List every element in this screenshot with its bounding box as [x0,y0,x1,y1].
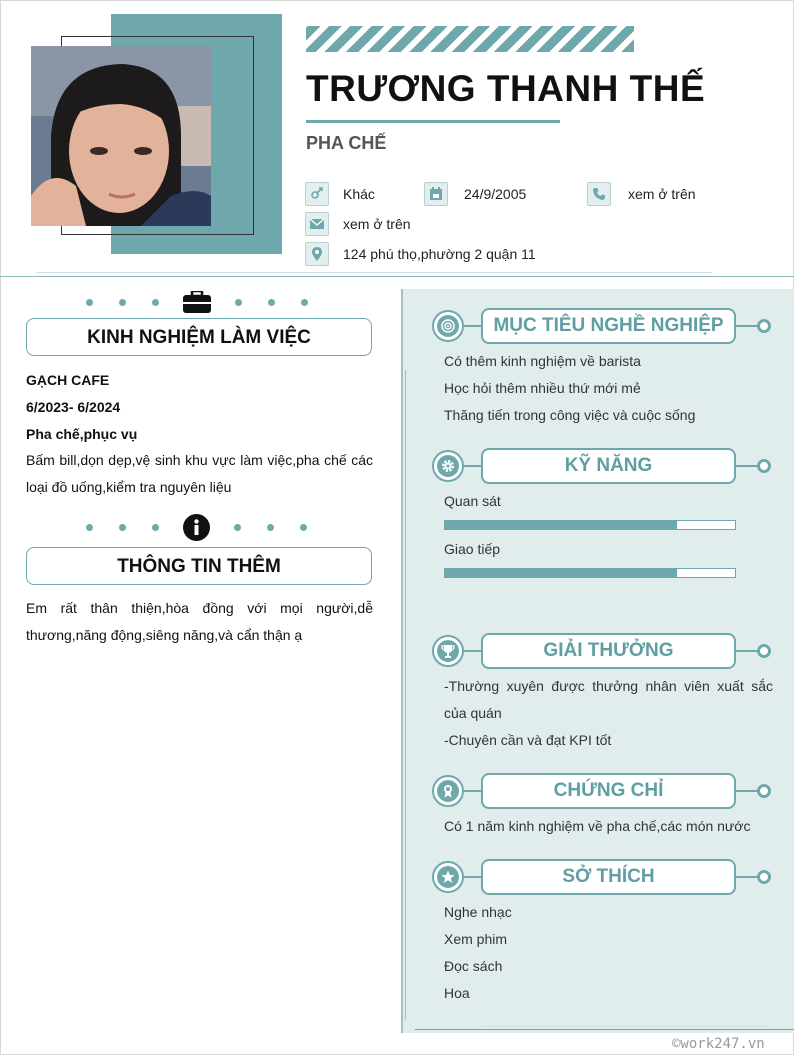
decorative-stripes [306,26,634,52]
work-period: 6/2023- 6/2024 [26,399,121,415]
location-icon [305,242,329,266]
connector [736,790,758,792]
connector [464,325,482,327]
hobby-item: Đọc sách [444,958,503,974]
header-divider [0,276,794,277]
section-dots [86,514,307,541]
right-panel-border [401,289,403,1033]
skill-bar [444,520,736,530]
gender-icon [305,182,329,206]
hobby-item: Nghe nhạc [444,904,512,920]
header-divider-light [36,272,712,273]
objective-item: Học hỏi thêm nhiều thứ mới mẻ [444,380,641,396]
experience-heading: KINH NGHIỆM LÀM VIỆC [26,318,372,356]
skill-bar-fill [445,569,677,577]
certificate-icon [432,775,464,807]
footer-line [415,1029,794,1030]
hobby-item: Xem phim [444,931,508,947]
connector [464,876,482,878]
candidate-name: TRƯƠNG THANH THẾ [306,68,706,109]
objective-heading: MỤC TIÊU NGHỀ NGHIỆP [481,308,736,344]
connector [464,650,482,652]
connector-end [757,784,771,798]
connector [736,465,758,467]
objective-item: Thăng tiến trong công việc và cuộc sống [444,407,696,423]
target-icon [432,310,464,342]
skill-name: Giao tiếp [444,541,501,557]
certificate-item: Có 1 năm kinh nghiệm về pha chế,các món nước [444,818,751,834]
star-icon [432,861,464,893]
name-underline [306,120,560,123]
briefcase-icon [183,291,211,313]
connector [464,465,482,467]
connector-end [757,870,771,884]
hobby-item: Hoa [444,985,470,1001]
certificates-heading: CHỨNG CHỈ [481,773,736,809]
award-item: -Thường xuyên được thưởng nhân viên xuất sắc của quán [444,678,773,721]
skill-bar [444,568,736,578]
address-value: 124 phú thọ,phường 2 quận 11 [343,246,536,262]
company-name: GẠCH CAFE [26,372,110,388]
connector-end [757,459,771,473]
phone-icon [587,182,611,206]
connector [736,876,758,878]
trophy-icon [432,635,464,667]
more-info-heading: THÔNG TIN THÊM [26,547,372,585]
connector [464,790,482,792]
email-icon [305,212,329,236]
footer-line-light [482,1026,769,1027]
awards-heading: GIẢI THƯỞNG [481,633,736,669]
phone-value: xem ở trên [628,186,696,202]
job-title: PHA CHẾ [306,133,387,153]
gender-value: Khác [343,186,375,202]
work-position: Pha chế,phục vụ [26,426,138,442]
right-panel-inner-line [405,370,406,1020]
hobbies-heading: SỞ THÍCH [481,859,736,895]
award-item: -Chuyên cần và đạt KPI tốt [444,732,612,748]
section-dots [86,291,308,313]
objective-item: Có thêm kinh nghiệm về barista [444,353,641,369]
email-value: xem ở trên [343,216,411,232]
more-info-text: Em rất thân thiện,hòa đồng với mọi người,dễ thương,năng động,siêng năng,và cẩn thận ạ [26,600,373,643]
connector-end [757,644,771,658]
calendar-icon [424,182,448,206]
skills-heading: KỸ NĂNG [481,448,736,484]
info-icon [183,514,210,541]
connector [736,325,758,327]
connector [736,650,758,652]
connector-end [757,319,771,333]
gear-icon [432,450,464,482]
avatar [31,46,211,226]
watermark: ©work247.vn [672,1036,765,1052]
birthday-value: 24/9/2005 [464,186,527,202]
skill-bar-fill [445,521,677,529]
skill-name: Quan sát [444,493,501,509]
work-description: Bấm bill,dọn dẹp,vệ sinh khu vực làm việc,pha chế các loại đồ uống,kiểm tra nguyên liệu [26,452,373,495]
